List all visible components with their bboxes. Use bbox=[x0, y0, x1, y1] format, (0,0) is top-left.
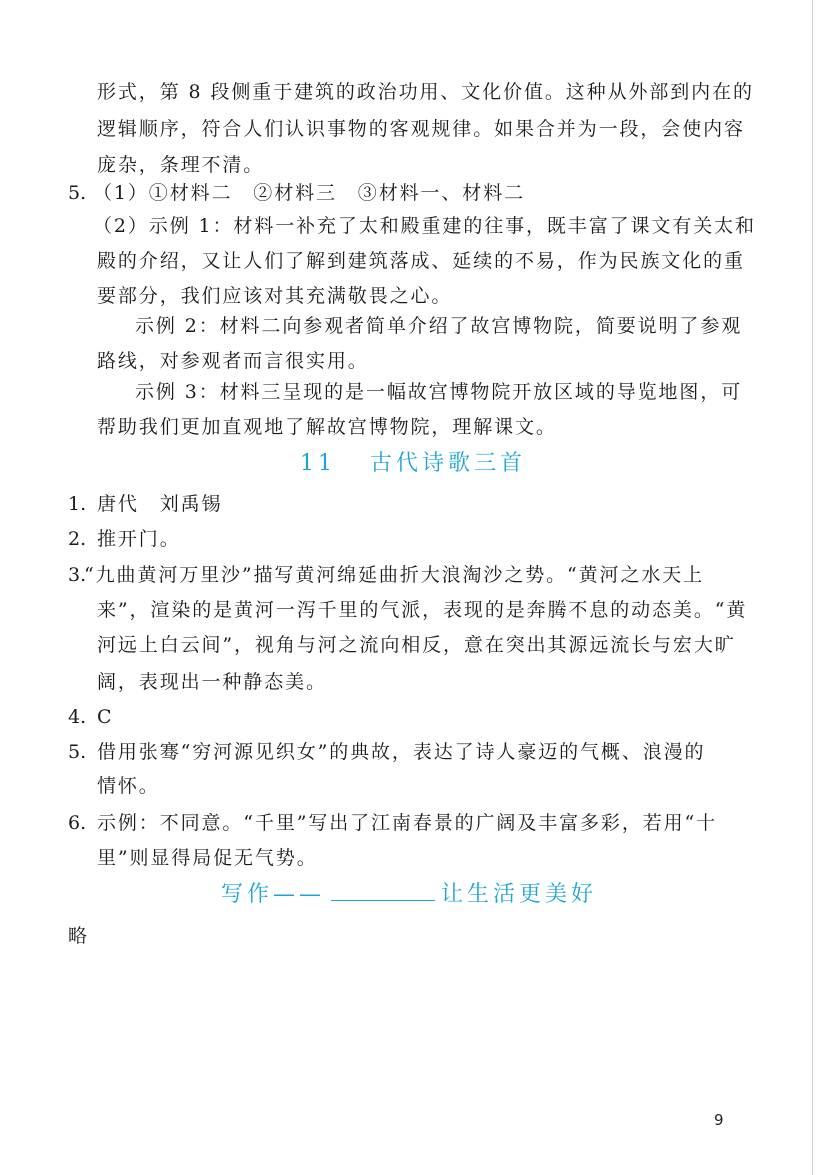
text-line: 借用张骞“穷河源见织女”的典故，表达了诗人豪迈的气概、浪漫的 bbox=[97, 741, 706, 763]
question-number: 6. bbox=[68, 812, 87, 834]
question-number: 5. bbox=[68, 741, 87, 763]
text-line: 来”，渲染的是黄河一泻千里的气派，表现的是奔腾不息的动态美。“黄 bbox=[97, 599, 748, 621]
question-number: 3. bbox=[68, 564, 87, 586]
text-line: （1）①材料二 ②材料三 ③材料一、材料二 bbox=[93, 182, 525, 204]
writing-answer: 略 bbox=[68, 925, 89, 947]
question-number: 4. bbox=[68, 706, 87, 728]
text-line: 示例：不同意。“千里”写出了江南春景的广阔及丰富多彩，若用“十 bbox=[97, 812, 718, 834]
text-line: C bbox=[97, 706, 114, 728]
text-line: 示例 2：材料二向参观者简单介绍了故宫博物院，简要说明了参观 bbox=[135, 315, 743, 337]
text-line: （2）示例 1：材料一补充了太和殿重建的往事，既丰富了课文有关太和 bbox=[93, 215, 756, 237]
lesson-heading bbox=[300, 450, 526, 478]
text-line: 形式，第 8 段侧重于建筑的政治功用、文化价值。这种从外部到内在的 bbox=[97, 81, 754, 103]
text-line: 里”则显得局促无气势。 bbox=[97, 847, 318, 869]
text-line: 示例 3：材料三呈现的是一幅故宫博物院开放区域的导览地图，可 bbox=[135, 381, 743, 403]
question-number: 2. bbox=[68, 528, 87, 550]
text-line: 要部分，我们应该对其充满敬畏之心。 bbox=[97, 285, 453, 307]
text-line: 情怀。 bbox=[97, 775, 160, 797]
text-line: 路线，对参观者而言很实用。 bbox=[97, 350, 369, 372]
writing-suffix: 让生活更美好 bbox=[441, 882, 598, 907]
fill-in-blank bbox=[331, 899, 435, 901]
text-line: 唐代 刘禹锡 bbox=[97, 493, 223, 515]
text-line: 帮助我们更加直观地了解故宫博物院，理解课文。 bbox=[97, 416, 557, 438]
text-line: 殿的介绍，又让人们了解到建筑落成、延续的不易，作为民族文化的重 bbox=[97, 250, 745, 272]
text-line: 推开门。 bbox=[97, 528, 181, 550]
text-line: 河远上白云间”，视角与河之流向相反，意在突出其源远流长与宏大旷 bbox=[97, 634, 736, 656]
question-number: 5. bbox=[68, 182, 87, 204]
lesson-number: 11 bbox=[300, 451, 336, 476]
question-number: 1. bbox=[68, 493, 87, 515]
text-line: 逻辑顺序，符合人们认识事物的客观规律。如果合并为一段，会使内容 bbox=[97, 118, 745, 140]
text-line: 庞杂，条理不清。 bbox=[97, 154, 265, 176]
writing-heading bbox=[221, 881, 597, 909]
text-line: 阔，表现出一种静态美。 bbox=[97, 671, 327, 693]
text-line: “九曲黄河万里沙”描写黄河绵延曲折大浪淘沙之势。“黄河之水天上 bbox=[84, 564, 705, 586]
writing-prefix: 写作—— bbox=[221, 882, 326, 907]
lesson-title: 古代诗歌三首 bbox=[370, 451, 527, 476]
page-number: 9 bbox=[714, 1111, 724, 1129]
